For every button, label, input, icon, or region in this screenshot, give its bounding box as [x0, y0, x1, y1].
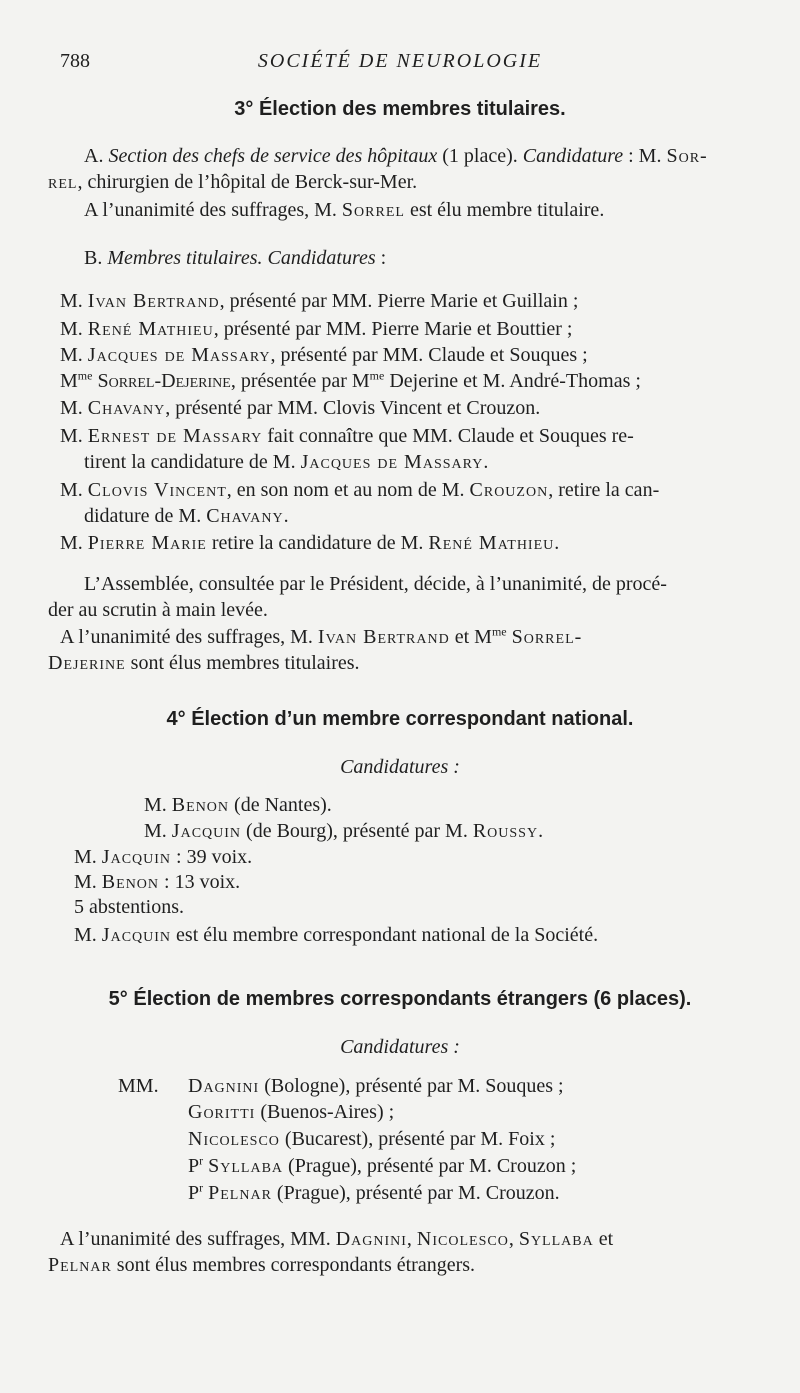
text: : — [375, 247, 387, 269]
text: (Prague), présenté par M. Crouzon ; — [283, 1155, 577, 1177]
person-name: Roussy — [472, 820, 539, 842]
text: et — [593, 1228, 614, 1250]
text: tirent la candidature de M. — [84, 451, 301, 473]
text: , présenté par MM. Claude et Souques ; — [270, 344, 588, 366]
person-name: Jacques de Massary — [87, 344, 271, 366]
text: , présenté par MM. Pierre Marie et Bouttier ; — [213, 318, 573, 340]
text: (de Bourg), présenté par M. — [241, 820, 473, 842]
text: , chirurgien de l’hôpital de Berck-sur-Mer. — [77, 171, 418, 193]
text: et M — [449, 626, 492, 648]
s5-final-line-1 — [60, 1226, 613, 1252]
s4-line-1 — [144, 792, 332, 818]
s4-line-5 — [74, 894, 184, 920]
text: M — [60, 370, 78, 392]
text: M. — [144, 794, 172, 816]
s5-final-line-2 — [48, 1252, 475, 1278]
s5-mm-label: MM. — [118, 1075, 159, 1097]
text: (Bologne), présenté par M. Souques ; — [259, 1075, 564, 1097]
text: (de Nantes). — [229, 794, 332, 816]
person-name: Jacquin — [101, 924, 172, 946]
s4-line-2 — [144, 818, 543, 844]
text: A l’unanimité des suffrages, M. — [84, 199, 342, 221]
entry-1 — [60, 288, 578, 314]
text: der au scrutin à main levée. — [48, 599, 268, 621]
superscript: me — [491, 624, 507, 639]
section-label: Section des chefs de service des hôpitaux — [108, 145, 438, 167]
text: L’Assemblée, consultée par le Président, décide, à l’unanimité, de procé- — [84, 573, 667, 595]
person-name: rel — [48, 171, 78, 193]
person-name: Chavany — [87, 397, 166, 419]
running-header — [60, 50, 740, 74]
text: est élu membre correspondant national de la Société. — [171, 924, 599, 946]
person-name: Jacquin — [171, 820, 242, 842]
person-name: Sorrel-Dejerine — [97, 370, 231, 392]
superscript: me — [77, 368, 93, 383]
text: sont élus membres titulaires. — [125, 652, 360, 674]
superscript: r — [199, 1153, 204, 1168]
text: . — [554, 532, 560, 554]
person-name: Benon — [101, 871, 160, 893]
section-4-heading: 4° Élection d’un membre correspondant national. — [166, 708, 634, 730]
text: M. — [60, 397, 88, 419]
person-name: Nicolesco — [188, 1128, 280, 1150]
person-name: Chavany — [206, 505, 284, 527]
text: P — [188, 1155, 200, 1177]
text: M. — [60, 532, 88, 554]
entry-6-cont — [84, 449, 488, 475]
s5-line-1 — [188, 1073, 564, 1099]
s5-line-3 — [188, 1126, 555, 1152]
text: , présenté par MM. Pierre Marie et Guillain ; — [219, 290, 579, 312]
candidature-label: Candidature — [522, 145, 624, 167]
text: P — [188, 1182, 200, 1204]
person-name: Sor- — [666, 145, 708, 167]
text: retire la candidature de M. — [206, 532, 429, 554]
person-name: Sorrel — [341, 199, 405, 221]
entry-4 — [60, 368, 641, 394]
superscript: me — [369, 368, 385, 383]
person-name: Pierre Marie — [87, 532, 207, 554]
text: . — [283, 505, 289, 527]
text: A l’unanimité des suffrages, MM. — [60, 1228, 336, 1250]
entry-7-cont — [84, 503, 289, 529]
text: 5 abstentions. — [74, 896, 184, 918]
text: : 39 voix. — [171, 846, 253, 868]
text: M. — [74, 924, 102, 946]
person-name: Jacquin — [101, 846, 172, 868]
person-name: Ivan Bertrand — [317, 626, 450, 648]
text: . — [483, 451, 489, 473]
person-name: René Mathieu — [87, 318, 214, 340]
text: M. — [60, 344, 88, 366]
s4-line-3 — [74, 844, 252, 870]
text: . — [538, 820, 544, 842]
person-name: Syllaba — [518, 1228, 594, 1250]
person-name: Ivan Bertrand — [87, 290, 220, 312]
text: , retire la can- — [548, 479, 660, 501]
text: : M. — [623, 145, 667, 167]
s5-line-4 — [188, 1153, 576, 1179]
text: (Bucarest), présenté par M. Foix ; — [279, 1128, 556, 1150]
text: M. — [60, 318, 88, 340]
page-number: 788 — [60, 50, 90, 72]
text: B. — [84, 247, 108, 269]
person-name: Dagnini — [188, 1075, 260, 1097]
text: (Prague), présenté par M. Crouzon. — [271, 1182, 560, 1204]
entry-7 — [60, 477, 659, 503]
assembly-line-2 — [48, 597, 268, 623]
person-name: Clovis Vincent — [87, 479, 227, 501]
text: sont élus membres correspondants étrangers. — [111, 1254, 476, 1276]
superscript: r — [199, 1180, 204, 1195]
text: M. — [144, 820, 172, 842]
person-name: Ernest de Massary — [87, 425, 263, 447]
section-label: Membres titulaires. Candidatures — [107, 247, 376, 269]
running-title: SOCIÉTÉ DE NEUROLOGIE — [257, 50, 543, 72]
section-5-heading: 5° Élection de membres correspondants étrangers (6 places). — [108, 988, 692, 1010]
person-name: Pelnar — [48, 1254, 112, 1276]
person-name: Syllaba — [208, 1155, 284, 1177]
text: , présentée par M — [230, 370, 370, 392]
text: , en son nom et au nom de M. — [226, 479, 470, 501]
person-name: Pelnar — [208, 1182, 272, 1204]
assembly-line-3 — [60, 624, 582, 650]
text: (1 place). — [437, 145, 523, 167]
text: M. — [60, 425, 88, 447]
text: didature de M. — [84, 505, 207, 527]
assembly-line-4 — [48, 650, 360, 676]
text: : 13 voix. — [159, 871, 241, 893]
text: Dejerine et M. André-Thomas ; — [384, 370, 641, 392]
text: A. — [84, 145, 109, 167]
entry-5 — [60, 395, 540, 421]
s4-candidatures-label: Candidatures : — [340, 756, 460, 778]
text: M. — [74, 846, 102, 868]
s3-a-line-1 — [84, 143, 708, 169]
person-name: Crouzon — [469, 479, 549, 501]
s3-a-line-3 — [84, 197, 604, 223]
entry-2 — [60, 316, 572, 342]
s3-b-title — [84, 245, 386, 271]
text: , — [406, 1228, 417, 1250]
text: est élu membre titulaire. — [404, 199, 605, 221]
text: A l’unanimité des suffrages, M. — [60, 626, 318, 648]
person-name: Sorrel- — [511, 626, 583, 648]
text: M. — [60, 479, 88, 501]
s4-line-6 — [74, 922, 598, 948]
entry-8 — [60, 530, 559, 556]
person-name: Jacques de Massary — [300, 451, 484, 473]
s4-line-4 — [74, 869, 240, 895]
person-name: Nicolesco — [416, 1228, 509, 1250]
text: , — [508, 1228, 519, 1250]
text: M. — [60, 290, 88, 312]
person-name: Dagnini — [335, 1228, 407, 1250]
text: fait connaître que MM. Claude et Souques re- — [262, 425, 634, 447]
text: , présenté par MM. Clovis Vincent et Crouzon. — [165, 397, 541, 419]
s3-a-line-2 — [48, 169, 417, 195]
s5-line-2 — [188, 1099, 394, 1125]
section-3-heading: 3° Élection des membres titulaires. — [234, 98, 566, 120]
person-name: Dejerine — [48, 652, 126, 674]
text: M. — [74, 871, 102, 893]
person-name: René Mathieu — [428, 532, 555, 554]
entry-6 — [60, 423, 634, 449]
s5-candidatures-label: Candidatures : — [340, 1036, 460, 1058]
person-name: Goritti — [188, 1101, 256, 1123]
entry-3 — [60, 342, 588, 368]
person-name: Benon — [171, 794, 230, 816]
text: (Buenos-Aires) ; — [255, 1101, 395, 1123]
assembly-line-1 — [84, 571, 667, 597]
s5-line-5 — [188, 1180, 560, 1206]
